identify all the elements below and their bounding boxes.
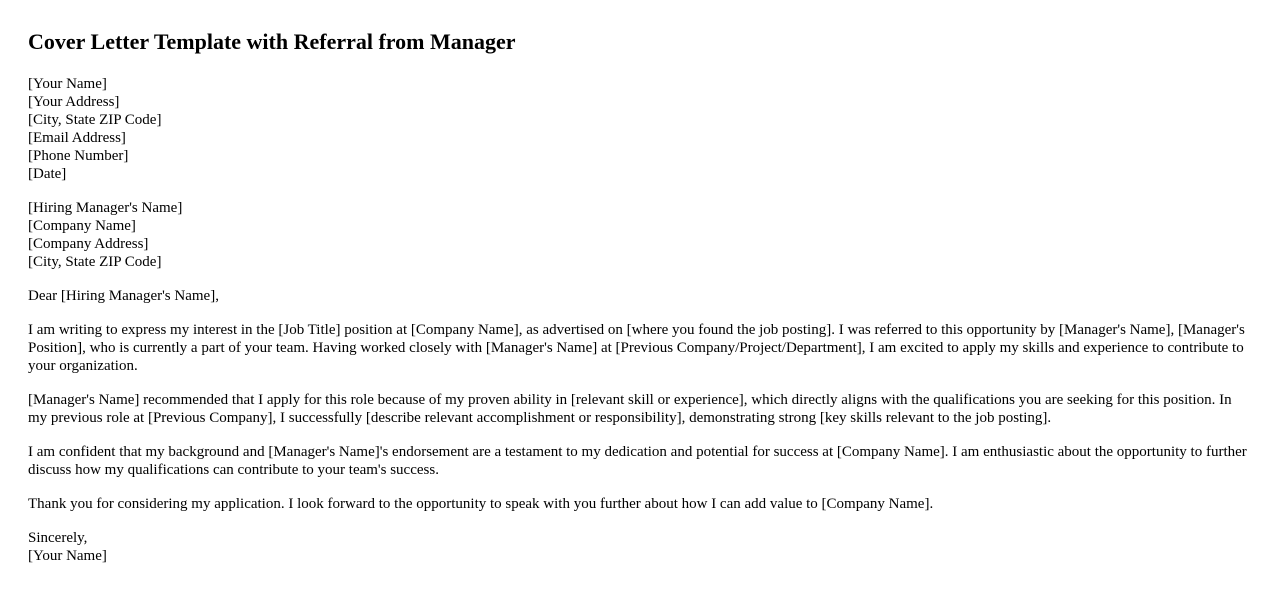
sender-name: [Your Name]: [28, 76, 107, 92]
sender-phone: [Phone Number]: [28, 148, 129, 164]
recipient-city-state-zip: [City, State ZIP Code]: [28, 254, 162, 270]
valediction: Sincerely,: [28, 530, 88, 546]
recipient-company: [Company Name]: [28, 218, 136, 234]
sender-city-state-zip: [City, State ZIP Code]: [28, 112, 162, 128]
sender-block: [28, 75, 1252, 183]
page-title: Cover Letter Template with Referral from Manager: [28, 29, 516, 54]
sender-address: [Your Address]: [28, 94, 120, 110]
recipient-block: [28, 199, 1252, 271]
closing-block: [28, 529, 1252, 565]
sender-email: [Email Address]: [28, 130, 126, 146]
body-paragraph-1: I am writing to express my interest in the [Job Title] position at [Company Name], as advertised on [where you found the job posting]. I was referred to this opportunity by [Manager's Name], [Manager's Position], who is currently a part of your team. Having worked closely with [Manager's Name] at [Previous Company/Project/Department], I am excited to apply my skills and experience to contribute to your organization.: [28, 322, 1245, 374]
recipient-address: [Company Address]: [28, 236, 149, 252]
body-paragraph-2: [Manager's Name] recommended that I apply for this role because of my proven ability in [relevant skill or experience], which directly aligns with the qualifications you are seeking for this position. In my previous role at [Previous Company], I successfully [describe relevant accomplishment or responsibility], demonstrating strong [key skills relevant to the job posting].: [28, 392, 1232, 426]
body-paragraph-3: I am confident that my background and [Manager's Name]'s endorsement are a testament to my dedication and potential for success at [Company Name]. I am enthusiastic about the opportunity to further discuss how my qualifications can contribute to your team's success.: [28, 444, 1247, 478]
salutation: Dear [Hiring Manager's Name],: [28, 288, 219, 304]
recipient-name: [Hiring Manager's Name]: [28, 200, 183, 216]
body-paragraph-4: Thank you for considering my application. I look forward to the opportunity to speak with you further about how I can add value to [Company Name].: [28, 496, 934, 512]
letter-date: [Date]: [28, 166, 67, 182]
signature-name: [Your Name]: [28, 548, 107, 564]
letter-body: [28, 75, 1252, 565]
